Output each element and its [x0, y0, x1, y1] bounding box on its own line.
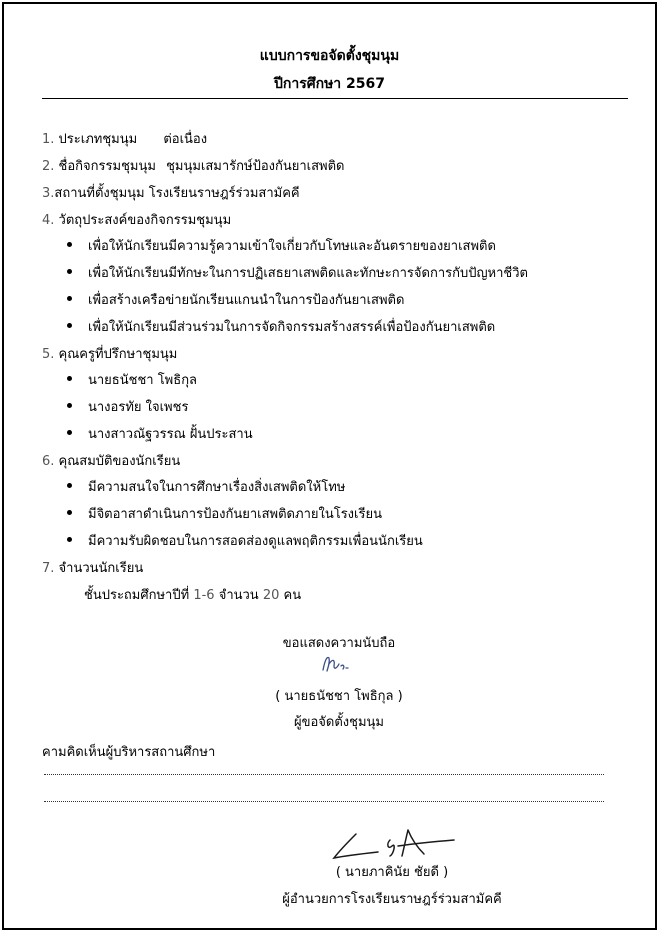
document-title: แบบการขอจัดตั้งชุมนุม — [259, 48, 400, 64]
section-2-value: ชุมนุมเสมารักษ์ป้องกันยาเสพติด — [166, 159, 345, 174]
section-6 — [42, 450, 180, 471]
section-5-label: คุณครูที่ปรึกษาชุมนุม — [58, 347, 178, 362]
section-1-value: ต่อเนื่อง — [163, 132, 208, 147]
comment-line — [44, 801, 604, 802]
document-page — [2, 2, 657, 930]
student-count-detail — [84, 584, 301, 605]
bullet — [67, 269, 72, 274]
section-1-label: ประเภทชุมนุม — [58, 132, 138, 147]
section-6-label: คุณสมบัติของนักเรียน — [58, 454, 181, 469]
section-7 — [42, 557, 143, 578]
applicant-signature — [319, 652, 359, 676]
bullet — [67, 537, 72, 542]
count-label: จำนวน — [218, 588, 259, 603]
comment-line — [44, 774, 604, 775]
grade-range: 1-6 — [193, 588, 215, 603]
closing-text: ขอแสดงความนับถือ — [282, 636, 396, 651]
qualification-item: มีความรับผิดชอบในการสอดส่องดูแลพฤติกรรมเพื่อนนักเรียน — [88, 534, 423, 549]
admin-comment-label: คามคิดเห็นผู้บริหารสถานศึกษา — [42, 745, 216, 760]
header-rule — [42, 98, 628, 99]
section-5-number: 5. — [42, 347, 55, 362]
section-6-number: 6. — [42, 454, 55, 469]
section-7-label: จำนวนนักเรียน — [58, 561, 144, 576]
section-1 — [42, 128, 207, 149]
document-subtitle: ปีการศึกษา 2567 — [273, 76, 386, 92]
section-3-label: สถานที่ตั้งชุมนุม โรงเรียนราษฎร์ร่วมสามัคคี — [54, 186, 300, 201]
advisor-item: นางสาวณัฐวรรณ ฝั้นประสาน — [88, 427, 253, 442]
advisor-item: นางอรทัย ใจเพชร — [88, 400, 189, 415]
bullet — [67, 510, 72, 515]
bullet — [67, 483, 72, 488]
bullet — [67, 376, 72, 381]
objective-item: เพื่อให้นักเรียนมีส่วนร่วมในการจัดกิจกรรมสร้างสรรค์เพื่อป้องกันยาเสพติด — [88, 320, 496, 335]
section-7-number: 7. — [42, 561, 55, 576]
section-4-label: วัตถุประสงค์ของกิจกรรมชุมนุม — [58, 213, 232, 228]
applicant-name: ( นายธนัชชา โพธิกุล ) — [275, 689, 403, 704]
objective-item: เพื่อให้นักเรียนมีทักษะในการปฏิเสธยาเสพติดและทักษะการจัดการกับปัญหาชีวิต — [88, 266, 528, 281]
admin-name: ( นายภาคินัย ชัยดี ) — [335, 865, 449, 880]
qualification-item: มีจิตอาสาดำเนินการป้องกันยาเสพติดภายในโรงเรียน — [88, 507, 382, 522]
bullet — [67, 242, 72, 247]
bullet — [67, 430, 72, 435]
section-4 — [42, 209, 231, 230]
qualification-item: มีความสนใจในการศึกษาเรื่องสิ่งเสพติดให้โทษ — [88, 480, 346, 495]
section-4-number: 4. — [42, 213, 55, 228]
advisor-item: นายธนัชชา โพธิกุล — [88, 373, 198, 388]
section-2-number: 2. — [42, 159, 55, 174]
admin-role: ผู้อำนวยการโรงเรียนราษฎร์ร่วมสามัคคี — [282, 892, 502, 907]
bullet — [67, 323, 72, 328]
count-unit: คน — [283, 588, 302, 603]
bullet — [67, 296, 72, 301]
admin-signature — [326, 824, 466, 864]
bullet — [67, 403, 72, 408]
grade-prefix: ชั้นประถมศึกษาปีที่ — [84, 588, 190, 603]
applicant-role: ผู้ขอจัดตั้งชุมนุม — [293, 715, 384, 730]
section-5 — [42, 343, 177, 364]
section-2-label: ชื่อกิจกรรมชุมนุม — [58, 159, 156, 174]
section-3 — [42, 182, 300, 203]
student-count: 20 — [262, 588, 280, 603]
section-3-number: 3. — [42, 186, 55, 201]
section-1-number: 1. — [42, 132, 55, 147]
section-2 — [42, 155, 345, 176]
objective-item: เพื่อสร้างเครือข่ายนักเรียนแกนนำในการป้องกันยาเสพติด — [88, 293, 405, 308]
objective-item: เพื่อให้นักเรียนมีความรู้ความเข้าใจเกี่ยวกับโทษและอันตรายของยาเสพติด — [88, 239, 496, 254]
